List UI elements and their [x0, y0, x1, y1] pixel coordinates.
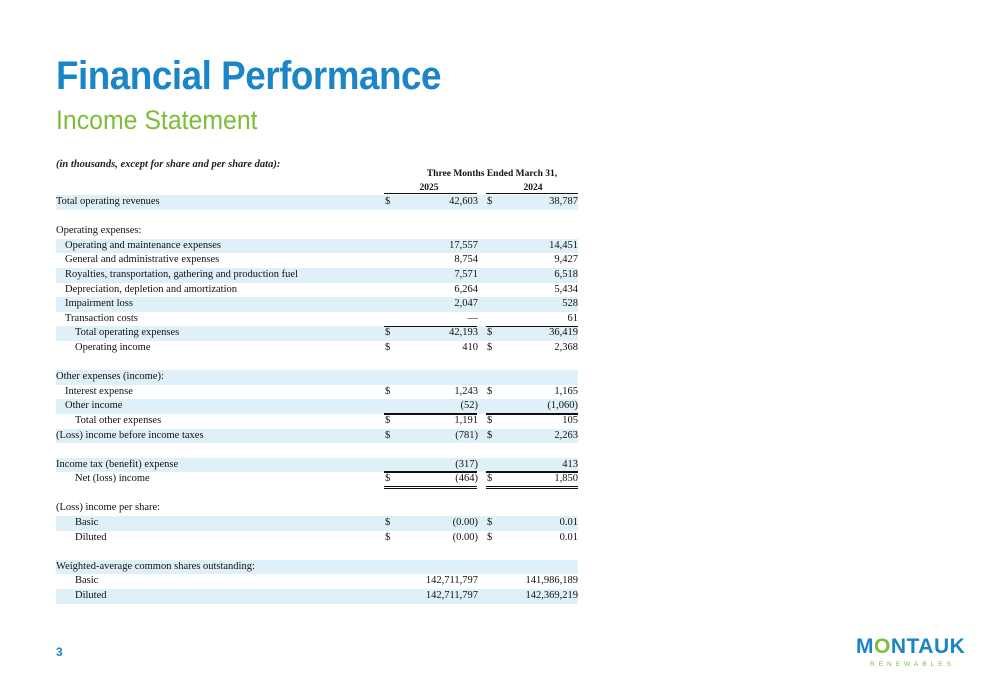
- row-label: Interest expense: [65, 385, 133, 397]
- row-label: Basic: [75, 575, 99, 587]
- row-label: Diluted: [75, 531, 107, 543]
- value-2024: 6,518: [554, 268, 578, 280]
- value-2024: 36,419: [549, 327, 578, 339]
- subtotal-rule: [486, 472, 578, 473]
- value-2025: 410: [462, 341, 478, 353]
- value-2025: 8,754: [454, 254, 478, 266]
- value-2024: 142,369,219: [525, 590, 578, 602]
- row-label: Diluted: [75, 590, 107, 602]
- row-label: Total operating revenues: [56, 196, 160, 207]
- row-label: Depreciation, depletion and amortization: [65, 283, 238, 295]
- subtotal-rule: [384, 414, 477, 415]
- period-header: Three Months Ended March 31,: [426, 169, 558, 179]
- value-2025: 17,557: [449, 239, 478, 251]
- value-2025: 1,243: [454, 385, 478, 397]
- subtotal-rule: [486, 414, 578, 415]
- table-row: [56, 516, 578, 531]
- currency-2025: $: [385, 327, 391, 339]
- table-row: [56, 414, 578, 429]
- table-row: [56, 574, 578, 589]
- value-2025: 1,191: [454, 414, 478, 426]
- row-label: (Loss) income per share:: [56, 502, 161, 514]
- slide-subtitle: Income Statement: [56, 105, 258, 135]
- column-header-2025: 2025: [419, 183, 439, 193]
- value-2025: (0.00): [452, 531, 478, 543]
- row-label: Impairment loss: [65, 298, 133, 310]
- subtotal-rule: [486, 326, 578, 327]
- value-2024: (1,060): [547, 400, 578, 412]
- currency-2025: $: [385, 414, 391, 426]
- value-2024: 1,850: [554, 473, 578, 485]
- value-2024: 413: [562, 458, 578, 470]
- row-label: Income tax (benefit) expense: [56, 458, 179, 470]
- currency-2024: $: [487, 517, 493, 529]
- table-row: [56, 356, 578, 371]
- header-rule: [384, 193, 477, 194]
- value-2025: —: [467, 312, 478, 324]
- value-2025: (464): [455, 473, 478, 485]
- value-2025: 142,711,797: [425, 590, 478, 602]
- row-label: Other expenses (income):: [56, 371, 164, 383]
- table-row: [56, 472, 578, 487]
- currency-2024: $: [487, 414, 493, 426]
- value-2024: 9,427: [554, 254, 578, 266]
- value-2025: 6,264: [454, 283, 478, 295]
- income-statement-table: [56, 195, 578, 604]
- row-label: Operating and maintenance expenses: [65, 239, 221, 251]
- row-label: Total operating expenses: [75, 327, 180, 339]
- table-row: [56, 399, 578, 414]
- table-row: [56, 501, 578, 516]
- value-2024: 61: [567, 312, 578, 324]
- subtotal-rule: [384, 472, 477, 473]
- row-label: Operating expenses:: [56, 225, 142, 237]
- currency-2024: $: [487, 327, 493, 339]
- table-row: [56, 487, 578, 502]
- currency-2024: $: [487, 531, 493, 543]
- currency-2024: $: [487, 196, 493, 207]
- value-2025: (781): [455, 429, 478, 441]
- row-label: Transaction costs: [65, 312, 138, 324]
- value-2024: 0.01: [559, 531, 578, 543]
- row-label: (Loss) income before income taxes: [56, 429, 204, 441]
- currency-2024: $: [487, 429, 493, 441]
- subtotal-rule: [384, 326, 477, 327]
- value-2024: 141,986,189: [525, 575, 578, 587]
- value-2024: 105: [562, 414, 578, 426]
- table-row: [56, 560, 578, 575]
- table-row: [56, 253, 578, 268]
- row-label: Other income: [65, 400, 123, 412]
- table-row: [56, 224, 578, 239]
- row-label: Net (loss) income: [75, 473, 150, 485]
- value-2025: 42,193: [449, 327, 478, 339]
- value-2024: 528: [562, 298, 578, 310]
- row-label: Operating income: [75, 341, 151, 353]
- value-2025: 2,047: [454, 298, 478, 310]
- table-row: [56, 545, 578, 560]
- currency-2025: $: [385, 341, 391, 353]
- table-row: [56, 443, 578, 458]
- table-row: [56, 385, 578, 400]
- header-rule: [486, 193, 578, 194]
- table-row: [56, 341, 578, 356]
- table-row: [56, 429, 578, 444]
- currency-2024: $: [487, 473, 493, 485]
- table-row: [56, 370, 578, 385]
- row-label: General and administrative expenses: [65, 254, 220, 266]
- row-label: Total other expenses: [75, 414, 162, 426]
- row-label: Weighted-average common shares outstanding:: [56, 560, 255, 572]
- table-note: (in thousands, except for share and per share data):: [56, 159, 281, 170]
- value-2025: (317): [455, 458, 478, 470]
- currency-2024: $: [487, 341, 493, 353]
- currency-2025: $: [385, 517, 391, 529]
- row-label: Royalties, transportation, gathering and production fuel: [65, 268, 298, 280]
- table-row: [56, 458, 578, 473]
- table-row: [56, 589, 578, 604]
- value-2024: 1,165: [554, 385, 578, 397]
- value-2024: 14,451: [549, 239, 578, 251]
- currency-2025: $: [385, 429, 391, 441]
- currency-2025: $: [385, 473, 391, 485]
- table-row: [56, 326, 578, 341]
- value-2025: 142,711,797: [425, 575, 478, 587]
- value-2025: (52): [460, 400, 478, 412]
- logo-wordmark: MONTAUK: [856, 635, 966, 658]
- row-label: Basic: [75, 517, 99, 529]
- slide-title: Financial Performance: [56, 54, 442, 98]
- currency-2025: $: [385, 531, 391, 543]
- table-row: [56, 297, 578, 312]
- table-row: [56, 268, 578, 283]
- table-row: [56, 283, 578, 298]
- table-row: [56, 531, 578, 546]
- table-row: [56, 195, 578, 210]
- page-number: 3: [56, 645, 63, 659]
- logo-tagline: RENEWABLES: [870, 661, 955, 668]
- value-2025: 42,603: [449, 196, 478, 207]
- currency-2025: $: [385, 385, 391, 397]
- table-row: [56, 312, 578, 327]
- value-2024: 0.01: [559, 517, 578, 529]
- table-row: [56, 210, 578, 225]
- value-2024: 2,263: [554, 429, 578, 441]
- column-header-2024: 2024: [523, 183, 543, 193]
- value-2024: 2,368: [554, 341, 578, 353]
- montauk-logo: [856, 635, 966, 672]
- currency-2025: $: [385, 196, 391, 207]
- currency-2024: $: [487, 385, 493, 397]
- value-2025: 7,571: [454, 268, 478, 280]
- value-2024: 5,434: [554, 283, 578, 295]
- value-2025: (0.00): [452, 517, 478, 529]
- table-row: [56, 239, 578, 254]
- value-2024: 38,787: [549, 196, 578, 207]
